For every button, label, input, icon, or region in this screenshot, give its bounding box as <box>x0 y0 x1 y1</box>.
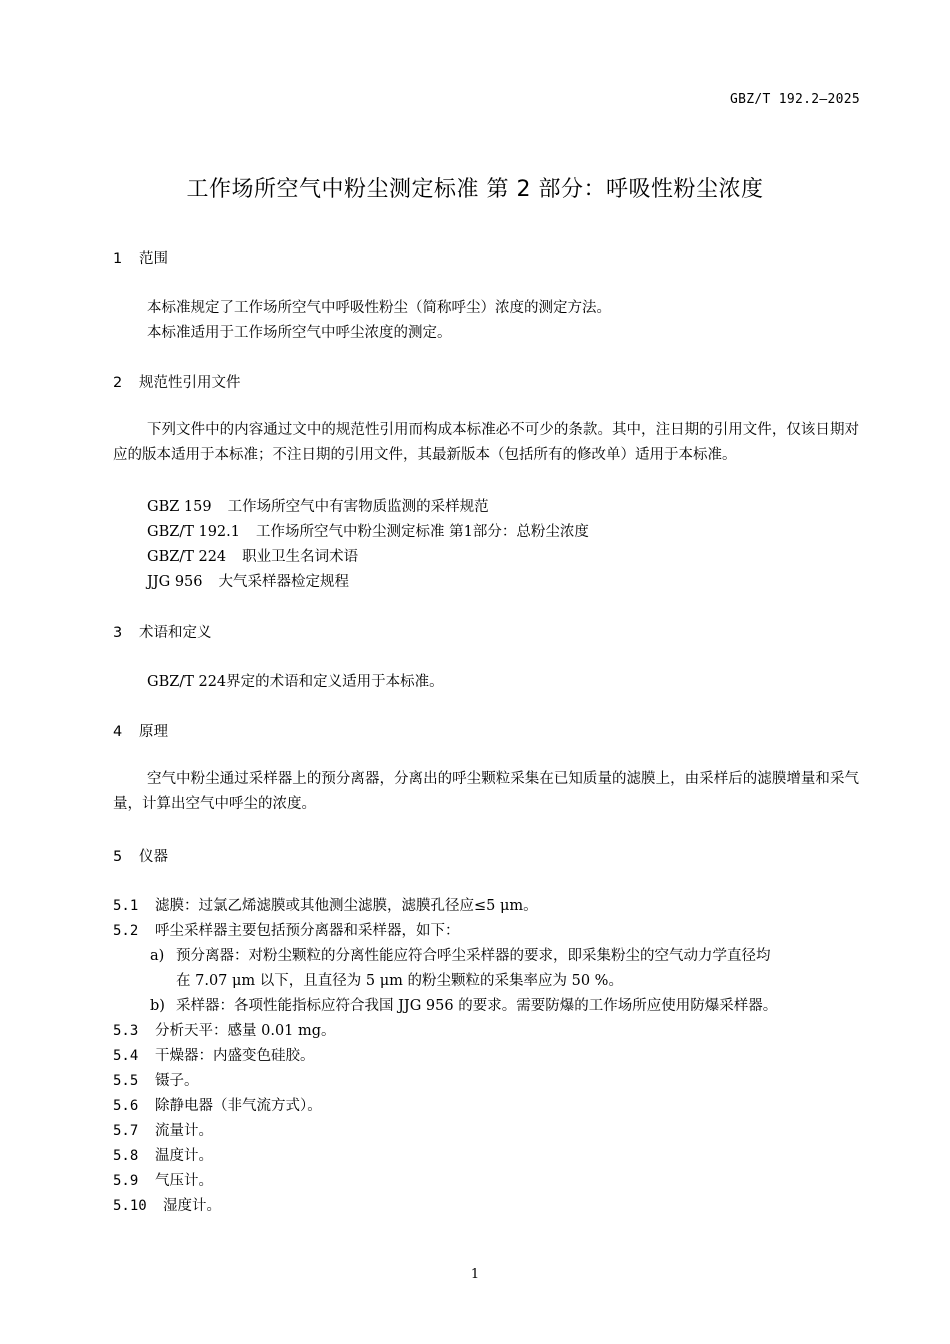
document-title: 工作场所空气中粉尘测定标准 第 2 部分：呼吸性粉尘浓度 <box>186 177 764 202</box>
reference-title: 职业卫生名词术语 <box>242 549 359 565</box>
reference-code: GBZ/T 192.1 <box>147 524 240 540</box>
instrument-item <box>113 1169 213 1190</box>
section-number: 1 <box>113 251 123 267</box>
item-number: 5.4 <box>113 1048 139 1064</box>
section-title: 范围 <box>139 251 168 267</box>
sub-item-mark: b) <box>150 998 165 1014</box>
reference-item <box>147 570 349 591</box>
reference-item <box>147 520 589 541</box>
sub-item-a-continued: 在 7.07 μm 以下，且直径为 5 μm 的粉尘颗粒的采集率应为 50 %。 <box>176 973 623 989</box>
item-number: 5.9 <box>113 1173 139 1189</box>
item-number: 5.3 <box>113 1023 139 1039</box>
item-text: 湿度计。 <box>163 1198 221 1214</box>
section-3-heading <box>113 621 212 642</box>
item-text: 除静电器（非气流方式）。 <box>155 1098 322 1114</box>
section-title: 原理 <box>139 724 168 740</box>
reference-title: 大气采样器检定规程 <box>218 574 349 590</box>
item-text: 滤膜：过氯乙烯滤膜或其他测尘滤膜，滤膜孔径应≤5 μm。 <box>155 898 538 914</box>
instrument-item <box>113 919 460 940</box>
reference-code: GBZ/T 224 <box>147 549 227 565</box>
item-number: 5.5 <box>113 1073 139 1089</box>
section-title: 仪器 <box>139 849 168 865</box>
references-intro: 下列文件中的内容通过文中的规范性引用而构成本标准必不可少的条款。其中，注日期的引用文件，仅该日期对应的版本适用于本标准；不注日期的引用文件，其最新版本（包括所有的修改单）适用于本标准。 <box>113 422 859 463</box>
instrument-item <box>113 1019 336 1040</box>
item-text: 分析天平：感量 0.01 mg。 <box>155 1023 336 1039</box>
item-text: 气压计。 <box>155 1173 213 1189</box>
reference-code: GBZ 159 <box>147 499 212 515</box>
instrument-item <box>113 1069 199 1090</box>
instrument-item <box>113 894 538 915</box>
reference-code: JJG 956 <box>147 574 203 590</box>
scope-paragraph-1: 本标准规定了工作场所空气中呼吸性粉尘（简称呼尘）浓度的测定方法。 <box>147 300 611 316</box>
sub-item-b <box>150 994 777 1015</box>
reference-item <box>147 545 358 566</box>
section-title: 规范性引用文件 <box>139 375 241 391</box>
section-title: 术语和定义 <box>139 625 212 641</box>
sub-item-a <box>150 944 771 965</box>
instrument-item <box>113 1094 322 1115</box>
item-text: 干燥器：内盛变色硅胶。 <box>155 1048 315 1064</box>
item-text: 镊子。 <box>155 1073 199 1089</box>
reference-item <box>147 495 489 516</box>
terms-paragraph: GBZ/T 224界定的术语和定义适用于本标准。 <box>147 674 444 690</box>
reference-title: 工作场所空气中有害物质监测的采样规范 <box>227 499 489 515</box>
item-number: 5.8 <box>113 1148 139 1164</box>
item-number: 5.10 <box>113 1198 147 1214</box>
section-4-heading <box>113 720 168 741</box>
sub-item-text: 采样器：各项性能指标应符合我国 JJG 956 的要求。需要防爆的工作场所应使用防爆采样器。 <box>176 998 778 1014</box>
instrument-item <box>113 1044 315 1065</box>
sub-item-mark: a) <box>150 948 165 964</box>
item-number: 5.6 <box>113 1098 139 1114</box>
item-number: 5.2 <box>113 923 139 939</box>
section-number: 5 <box>113 849 123 865</box>
item-number: 5.1 <box>113 898 139 914</box>
item-number: 5.7 <box>113 1123 139 1139</box>
scope-paragraph-2: 本标准适用于工作场所空气中呼尘浓度的测定。 <box>147 325 452 341</box>
section-number: 4 <box>113 724 123 740</box>
instrument-item <box>113 1119 213 1140</box>
page-number: 1 <box>470 1267 480 1282</box>
section-1-heading <box>113 247 168 268</box>
section-5-heading <box>113 845 168 866</box>
item-text: 呼尘采样器主要包括预分离器和采样器，如下： <box>155 923 460 939</box>
instrument-item <box>113 1144 213 1165</box>
section-number: 3 <box>113 625 123 641</box>
instrument-item <box>113 1194 221 1215</box>
section-number: 2 <box>113 375 123 391</box>
item-text: 流量计。 <box>155 1123 213 1139</box>
sub-item-text: 预分离器：对粉尘颗粒的分离性能应符合呼尘采样器的要求，即采集粉尘的空气动力学直径均 <box>176 948 771 964</box>
standard-code: GBZ/T 192.2—2025 <box>729 92 860 107</box>
item-text: 温度计。 <box>155 1148 213 1164</box>
principle-paragraph: 空气中粉尘通过采样器上的预分离器，分离出的呼尘颗粒采集在已知质量的滤膜上，由采样后的滤膜增量和采气量，计算出空气中呼尘的浓度。 <box>113 771 859 812</box>
section-2-heading <box>113 371 241 392</box>
reference-title: 工作场所空气中粉尘测定标准 第1部分：总粉尘浓度 <box>256 524 589 540</box>
